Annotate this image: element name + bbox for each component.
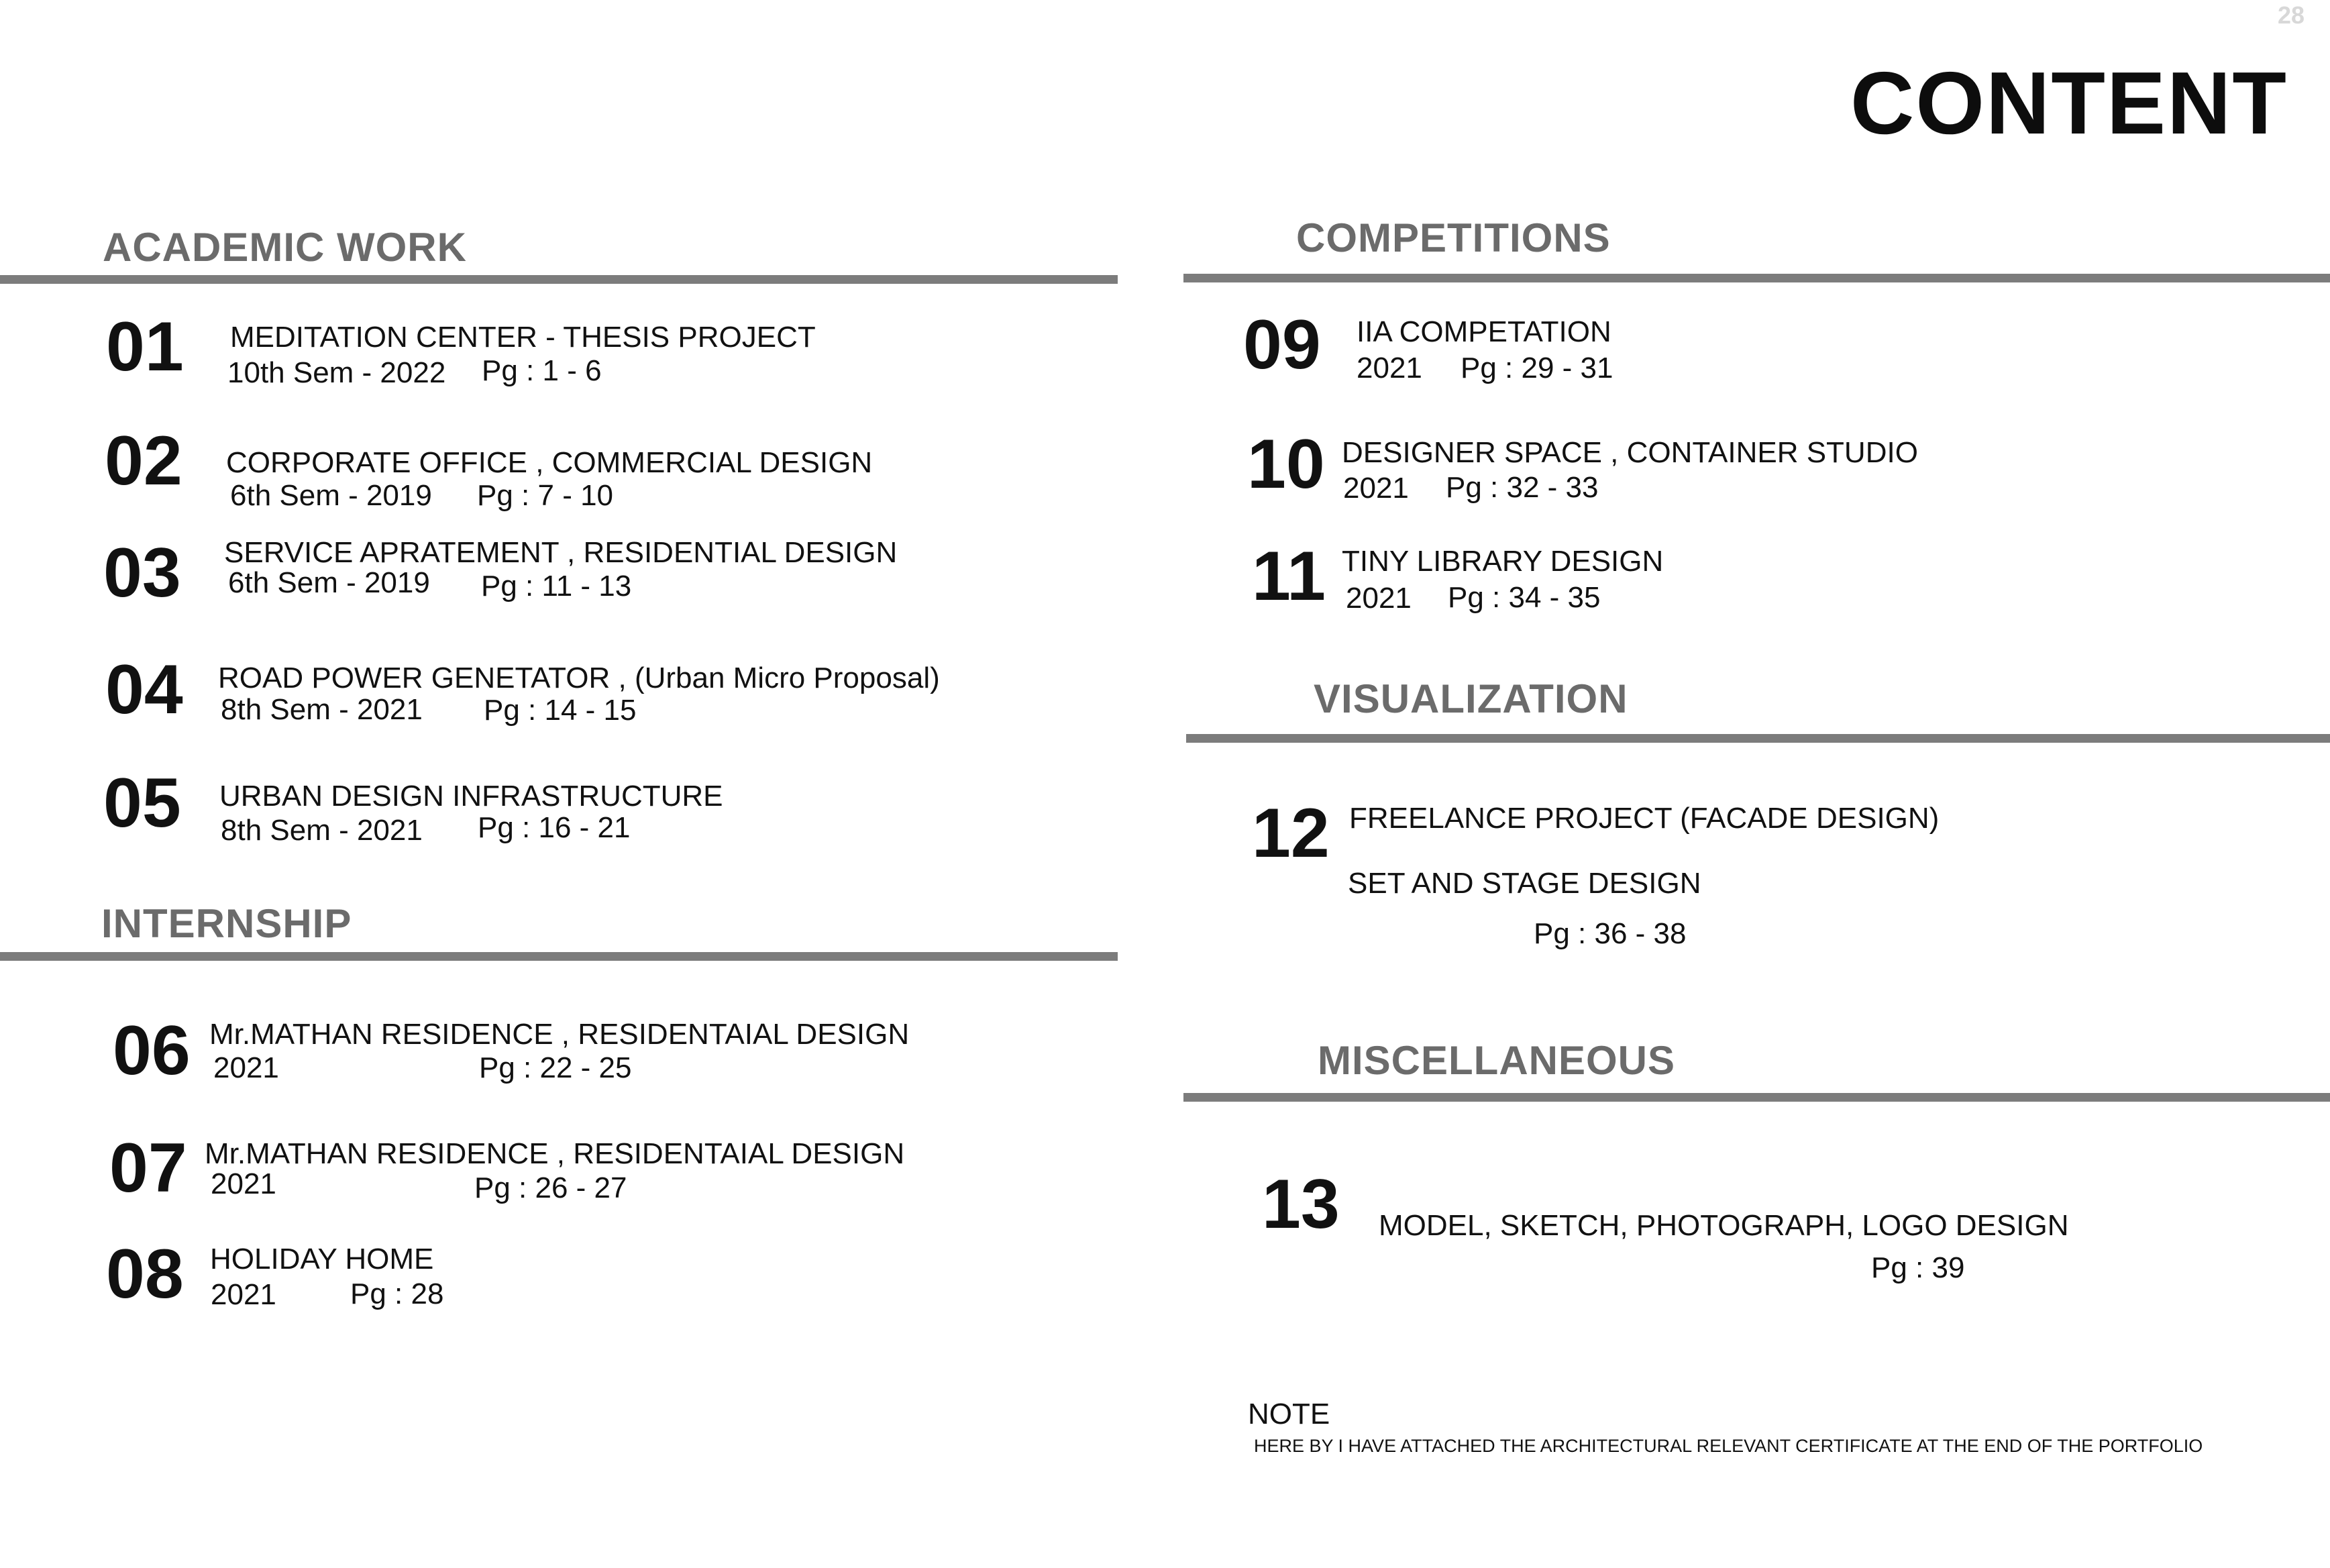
item-number: 10 xyxy=(1247,425,1325,503)
item-pages: Pg : 11 - 13 xyxy=(481,570,632,603)
item-number: 08 xyxy=(106,1235,184,1313)
item-title: Mr.MATHAN RESIDENCE , RESIDENTAIAL DESIGN xyxy=(209,1018,910,1051)
item-number: 03 xyxy=(103,534,181,612)
item-pages: Pg : 29 - 31 xyxy=(1461,352,1613,384)
item-title: TINY LIBRARY DESIGN xyxy=(1342,545,1664,578)
item-pages: Pg : 32 - 33 xyxy=(1446,471,1599,504)
item-number: 06 xyxy=(113,1012,191,1090)
item-title: CORPORATE OFFICE , COMMERCIAL DESIGN xyxy=(226,446,873,479)
page-title: CONTENT xyxy=(1850,54,2288,152)
section-heading-visualization: VISUALIZATION xyxy=(1314,676,1628,721)
item-title: IIA COMPETATION xyxy=(1357,315,1611,348)
divider-visualization xyxy=(1186,734,2330,743)
item-year: 2021 xyxy=(211,1167,276,1200)
item-year: 10th Sem - 2022 xyxy=(227,356,446,389)
item-title: MEDITATION CENTER - THESIS PROJECT xyxy=(230,321,816,354)
item-year: 2021 xyxy=(213,1051,279,1084)
item-year: 6th Sem - 2019 xyxy=(230,479,432,512)
item-number: 04 xyxy=(105,651,183,729)
item-title: URBAN DESIGN INFRASTRUCTURE xyxy=(219,780,723,813)
item-number: 11 xyxy=(1252,537,1326,615)
divider-miscellaneous xyxy=(1183,1093,2330,1102)
item-year: 2021 xyxy=(1346,582,1412,615)
item-year: 8th Sem - 2021 xyxy=(221,693,423,726)
item-pages: Pg : 14 - 15 xyxy=(484,694,637,727)
item-number: 09 xyxy=(1243,306,1321,384)
item-subtitle: SET AND STAGE DESIGN xyxy=(1348,867,1701,900)
item-title: SERVICE APRATEMENT , RESIDENTIAL DESIGN xyxy=(224,536,898,569)
divider-academic xyxy=(0,275,1118,284)
item-title: ROAD POWER GENETATOR , (Urban Micro Proposal) xyxy=(218,662,940,694)
item-number: 02 xyxy=(105,422,182,500)
section-heading-academic: ACADEMIC WORK xyxy=(103,225,467,270)
divider-competitions xyxy=(1183,274,2330,282)
item-title: FREELANCE PROJECT (FACADE DESIGN) xyxy=(1349,802,1940,835)
item-pages: Pg : 36 - 38 xyxy=(1534,917,1687,950)
item-year: 6th Sem - 2019 xyxy=(228,566,430,599)
item-pages: Pg : 28 xyxy=(350,1277,444,1310)
item-year: 8th Sem - 2021 xyxy=(221,814,423,847)
item-pages: Pg : 7 - 10 xyxy=(477,479,614,512)
item-number: 01 xyxy=(106,308,184,386)
item-number: 12 xyxy=(1252,794,1330,872)
item-title: Mr.MATHAN RESIDENCE , RESIDENTAIAL DESIGN xyxy=(205,1137,905,1170)
item-title: HOLIDAY HOME xyxy=(210,1243,434,1275)
item-year: 2021 xyxy=(1357,352,1422,384)
item-pages: Pg : 34 - 35 xyxy=(1448,581,1601,614)
note-title: NOTE xyxy=(1248,1398,1330,1430)
item-pages: Pg : 22 - 25 xyxy=(479,1051,632,1084)
item-pages: Pg : 26 - 27 xyxy=(474,1171,627,1204)
item-year: 2021 xyxy=(1343,472,1409,505)
section-heading-miscellaneous: MISCELLANEOUS xyxy=(1318,1038,1676,1083)
item-pages: Pg : 16 - 21 xyxy=(478,811,631,844)
page-number: 28 xyxy=(2278,1,2305,29)
item-number: 13 xyxy=(1262,1165,1340,1243)
note-text: HERE BY I HAVE ATTACHED THE ARCHITECTURAL RELEVANT CERTIFICATE AT THE END OF THE PORTFOLIO xyxy=(1254,1436,2203,1456)
item-number: 07 xyxy=(109,1129,187,1207)
item-pages: Pg : 39 xyxy=(1871,1251,1965,1284)
section-heading-internship: INTERNSHIP xyxy=(101,901,352,946)
divider-internship xyxy=(0,952,1118,961)
section-heading-competitions: COMPETITIONS xyxy=(1296,215,1611,260)
item-title: DESIGNER SPACE , CONTAINER STUDIO xyxy=(1342,436,1918,469)
item-number: 05 xyxy=(103,764,181,842)
item-title: MODEL, SKETCH, PHOTOGRAPH, LOGO DESIGN xyxy=(1379,1209,2069,1242)
item-pages: Pg : 1 - 6 xyxy=(482,354,602,387)
item-year: 2021 xyxy=(211,1278,276,1311)
